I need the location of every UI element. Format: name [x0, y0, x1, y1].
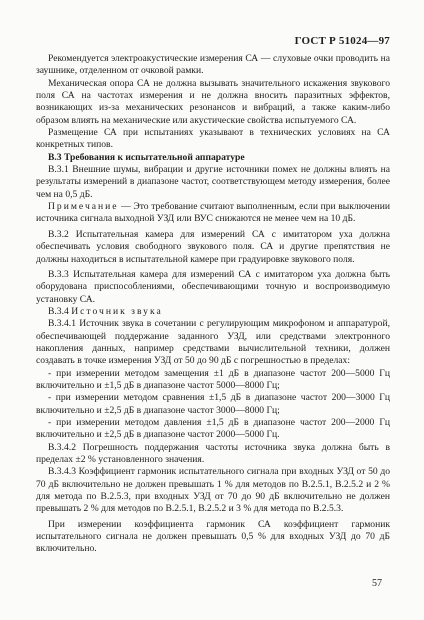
paragraph-b341: В.3.4.1 Источник звука в сочетании с регулирующим микрофоном и аппаратурой, обеспечивающей поддержание заданного УЗД, или средствами электронного накопления данных, например средствами вычислительной техники, должен создавать в точке измерения УЗД от 50 до 90 дБ с погрешностью в пределах: — [36, 318, 390, 367]
list-item: - при измерении методом замещения ±1 дБ в диапазоне частот 200—5000 Гц включительно и ±1,5 дБ в диапазоне частот 5000—8000 Гц; — [36, 367, 390, 391]
subsection-heading-b34 — [36, 306, 390, 318]
paragraph-b342: В.3.4.2 Погрешность поддержания частоты источника звука должна быть в пределах ±2 % установленного значения. — [36, 441, 390, 465]
list-item: - при измерении методом давления ±1,5 дБ в диапазоне частот 200—2000 Гц включительно и ±2,5 дБ в диапазоне частот 2000—5000 Гц. — [36, 416, 390, 441]
page-number: 57 — [372, 578, 382, 589]
note — [36, 201, 390, 226]
paragraph: Размещение СА при испытаниях указывают в технических условиях на СА конкретных типов. — [36, 127, 390, 151]
list-item: - при измерении методом сравнения ±1,5 дБ в диапазоне частот 200—3000 Гц включительно и ±2,5 дБ в диапазоне частот 3000—8000 Гц; — [36, 392, 390, 416]
paragraph-final: При измерении коэффициента гармоник СА коэффициент гармоник испытательного сигнала не должен превышать 0,5 % для входных УЗД до 70 дБ включительно. — [36, 518, 390, 555]
paragraph-b32: В.3.2 Испытательная камера для измерений СА с имитатором уха должна обеспечивать условия свободного звукового поля. СА и другие препятствия не должны находиться в испытательной камере при градуировке звукового поля. — [36, 228, 390, 265]
subsection-title: Источник звука — [71, 305, 163, 317]
paragraph-b31: В.3.1 Внешние шумы, вибрации и другие источники помех не должны влиять на результаты измерений в диапазоне частот, соответствующем методу измерения, более чем на 0,5 дБ. — [36, 164, 390, 200]
section-heading-b3: В.3 Требования к испытательной аппаратуре — [48, 151, 245, 163]
page-header: ГОСТ Р 51024—97 — [294, 35, 390, 47]
paragraph: Механическая опора СА не должна вызывать значительного искажения звукового поля СА на частотах измерения и не должна вносить паразитных эффектов, возникающих из-за механических резонансов и вибраций, а также каким-либо образом влиять на механические или акустические свойства испытуемого СА. — [36, 77, 390, 126]
subsection-number: В.3.4 — [48, 305, 72, 317]
note-label: Примечание — [48, 201, 119, 213]
paragraph: Рекомендуется электроакустические измерения СА — слуховые очки проводить на заушнике, отделенном от очковой рамки. — [36, 53, 390, 77]
paragraph-b343: В.3.4.3 Коэффициент гармоник испытательного сигнала при входных УЗД от 50 до 70 дБ включительно не должен превышать 1 % для методов по В.2.5.1, В.2.5.2 и 2 % для метода по В.2.5.3, при входных УЗД от 70 до 90 дБ включительно не должен превышать 2 % для методов по В.2.5.1, В.2.5.2 и 3 % для метода по В.2.5.3. — [36, 466, 390, 515]
paragraph-b33: В.3.3 Испытательная камера для измерений СА с имитатором уха должна быть оборудована приспособлениями, обеспечивающими точную и воспроизводимую установку СА. — [36, 268, 390, 305]
note-text: — Это требование считают выполненным, если при выключении источника сигнала выходной УЗД или ВУС снижаются не менее чем на 10 дБ. — [36, 201, 390, 225]
page-body — [36, 53, 390, 556]
